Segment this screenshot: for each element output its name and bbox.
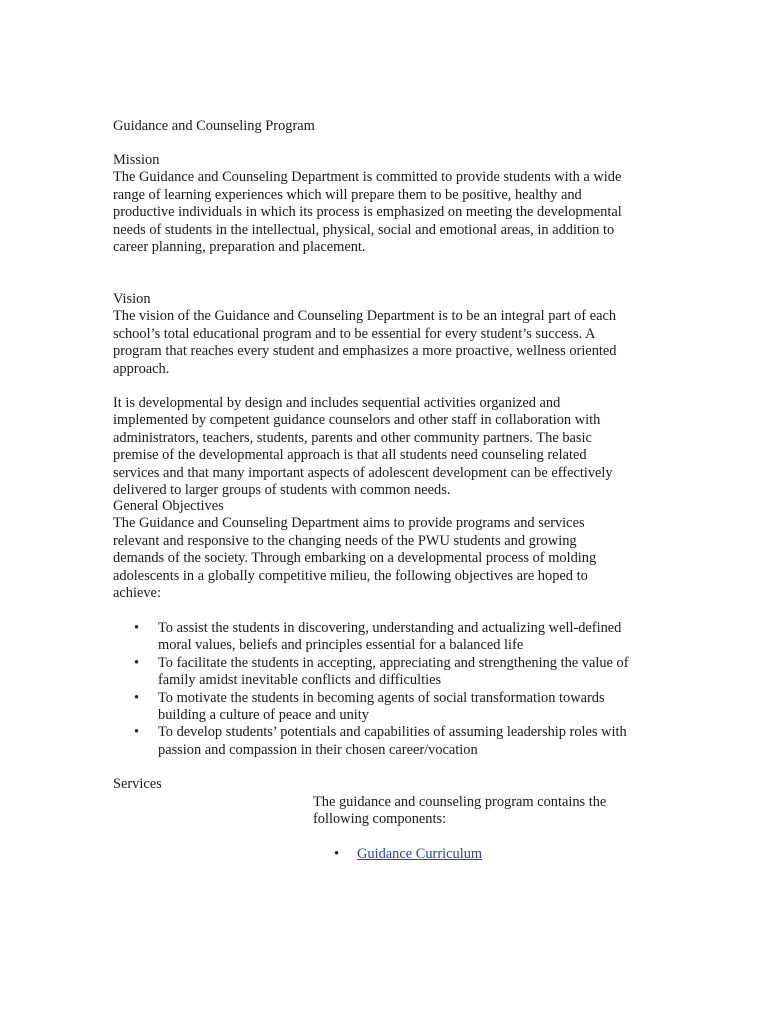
objective-line: To develop students’ potentials and capabilities of assuming leadership roles with [158,724,627,741]
services-intro [313,794,653,829]
bullet-icon: • [134,620,140,636]
objectives-line: adolescents in a globally competitive milieu, the following objectives are hoped to [113,567,588,584]
developmental-line: premise of the developmental approach is that all students need counseling related [113,447,587,464]
vision-line: school’s total educational program and to be essential for every student’s success. A [113,325,596,342]
mission-section [113,152,658,256]
mission-line: range of learning experiences which will prepare them to be positive, healthy and [113,186,582,203]
objective-item [113,620,673,655]
objectives-line: The Guidance and Counseling Department aims to provide programs and services [113,515,585,532]
objective-line: passion and compassion in their chosen career/vocation [158,741,478,758]
vision-line: program that reaches every student and emphasizes a more proactive, wellness oriented [113,343,617,360]
objective-item [113,655,673,690]
objectives-line: achieve: [113,585,161,602]
developmental-line: services and that many important aspects of adolescent development can be effectively [113,464,613,481]
bullet-icon: • [134,724,140,741]
developmental-line: It is developmental by design and includes sequential activities organized and [113,395,561,411]
objective-line: To motivate the students in becoming agents of social transformation towards [158,689,605,706]
developmental-paragraph [113,395,658,499]
developmental-line: delivered to larger groups of students with common needs. [113,482,451,499]
objectives-heading: General Objectives [113,498,224,514]
mission-heading: Mission [113,152,160,168]
document-title [113,118,658,135]
bullet-icon: • [134,689,140,706]
developmental-line: administrators, teachers, students, parents and other community partners. The basic [113,429,592,446]
objective-line: To facilitate the students in accepting, appreciating and strengthening the value of [158,654,629,671]
objective-line: building a culture of peace and unity [158,707,369,724]
vision-section [113,291,658,378]
services-intro-line: The guidance and counseling program contains the [313,794,607,810]
services-intro-line: following components: [313,811,447,828]
objectives-line: relevant and responsive to the changing needs of the PWU students and growing [113,532,577,549]
mission-line: productive individuals in which its process is emphasized on meeting the developmental [113,204,622,221]
developmental-line: implemented by competent guidance counselors and other staff in collaboration with [113,412,601,429]
services-component-item [313,846,482,863]
mission-line: career planning, preparation and placement. [113,239,366,256]
objective-line: family amidst inevitable conflicts and difficulties [158,672,442,689]
bullet-icon: • [134,654,140,671]
objective-line: moral values, beliefs and principles essential for a balanced life [158,637,524,654]
mission-line: needs of students in the intellectual, physical, social and emotional areas, in addition to [113,221,615,238]
bullet-icon: • [334,846,340,862]
services-heading: Services [113,776,162,792]
objectives-line: demands of the society. Through embarking on a developmental process of molding [113,550,597,567]
document-title-text: Guidance and Counseling Program [113,118,315,134]
services-section [113,776,658,793]
objective-line: To assist the students in discovering, understanding and actualizing well-defined [158,620,622,636]
guidance-curriculum-link[interactable]: Guidance Curriculum [357,846,483,862]
services-components-list [313,846,482,863]
vision-line: approach. [113,360,170,377]
objectives-section [113,498,658,602]
objective-item [113,724,673,759]
objectives-list [113,620,673,759]
vision-line: The vision of the Guidance and Counseling Department is to be an integral part of each [113,308,617,325]
objective-item [113,690,673,725]
mission-line: The Guidance and Counseling Department is committed to provide students with a wide [113,169,622,186]
vision-heading: Vision [113,291,151,307]
